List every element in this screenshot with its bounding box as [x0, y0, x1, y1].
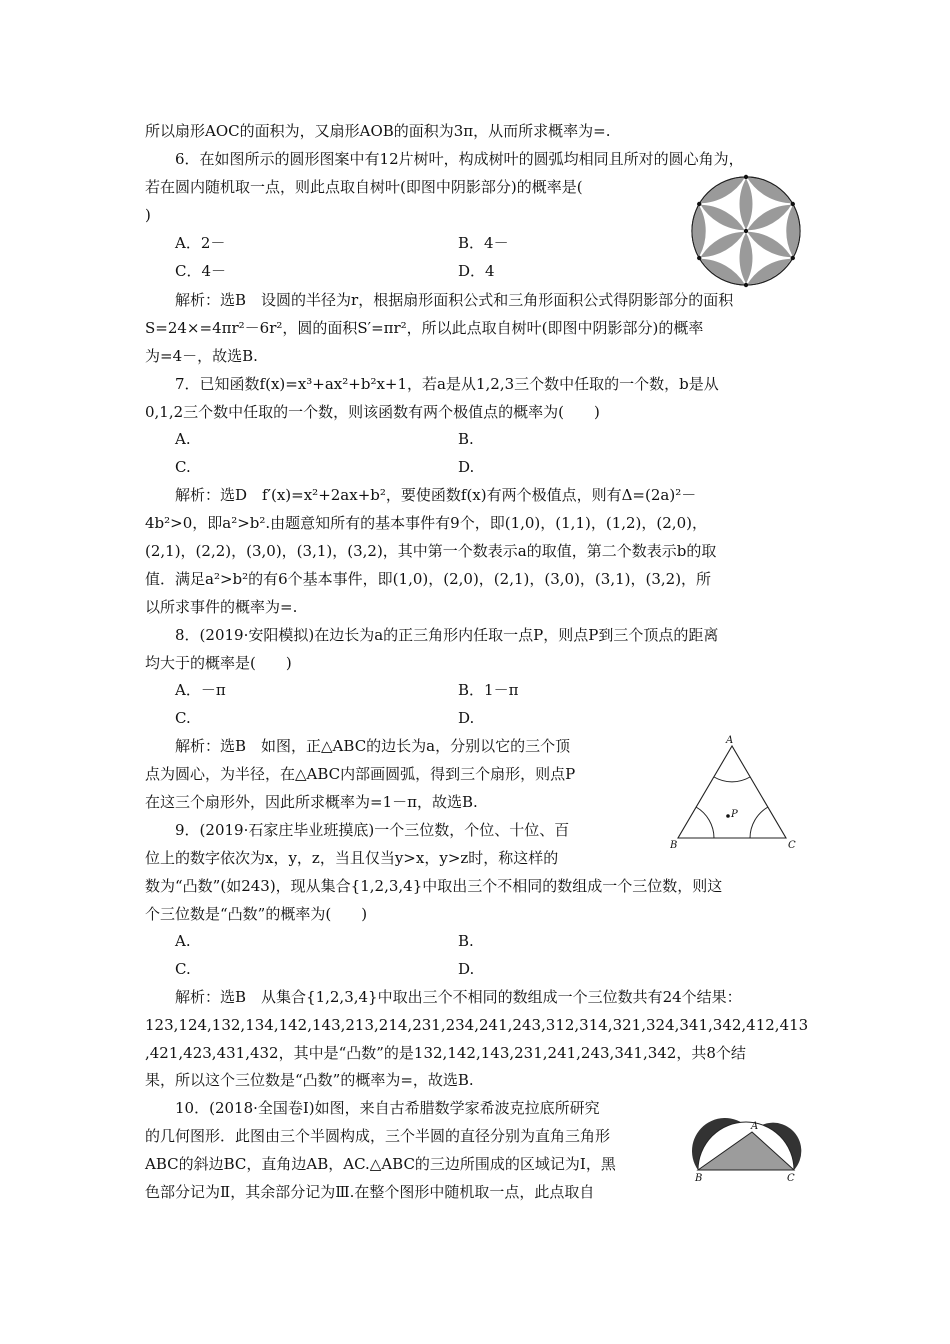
option-d: D.: [458, 709, 475, 727]
option-a: A.: [175, 932, 191, 950]
option-a: A．－π: [175, 681, 226, 699]
label-a: A: [751, 1121, 759, 1132]
text-line: 为=4－，故选B.: [145, 347, 258, 365]
option-c: C.: [175, 458, 191, 476]
label-b: B: [695, 1173, 703, 1182]
option-d: D．4: [458, 262, 495, 280]
text-line: 值．满足a²>b²的有6个基本事件，即(1,0)，(2,0)，(2,1)，(3,0)，(3,1)，(3,2)，所: [145, 570, 712, 588]
option-d: D.: [458, 458, 475, 476]
text-line: ABC的斜边BC，直角边AB，AC.△ABC的三边所围成的区域记为Ⅰ，黑: [145, 1155, 616, 1173]
text-line: 0,1,2三个数中任取的一个数，则该函数有两个极值点的概率为( ): [145, 403, 600, 421]
question-7-stem: 7．已知函数f(x)=x³+ax²+b²x+1，若a是从1,2,3三个数中任取的一个数，b是从: [175, 375, 719, 393]
option-d: D.: [458, 960, 475, 978]
text-line: ,421,423,431,432，其中是“凸数”的是132,142,143,231,241,243,341,342，共8个结: [145, 1044, 746, 1062]
option-b: B.: [458, 430, 474, 448]
label-p: P: [731, 809, 738, 820]
option-b: B.: [458, 932, 474, 950]
text-line: 在这三个扇形外，因此所求概率为=1－π，故选B.: [145, 793, 478, 811]
option-c: C.: [175, 960, 191, 978]
solution-9: 解析：选B 从集合{1,2,3,4}中取出三个不相同的数组成一个三位数共有24个结果：: [175, 988, 742, 1006]
triangle-arcs-figure: [670, 732, 800, 854]
text-line: 色部分记为Ⅱ，其余部分记为Ⅲ.在整个图形中随机取一点，此点取自: [145, 1183, 595, 1201]
option-c: C.: [175, 709, 191, 727]
option-c: C．4－: [175, 262, 227, 280]
leaf-circle-figure: [688, 173, 804, 289]
text-line: 4b²>0，即a²>b².由题意知所有的基本事件有9个，即(1,0)，(1,1)，(1,2)，(2,0)，: [145, 514, 707, 532]
label-c: C: [787, 1173, 795, 1182]
hippocrates-lunes-figure: [688, 1100, 812, 1182]
vertex-dot: [744, 229, 748, 233]
question-9-stem: 9．(2019·石家庄毕业班摸底)一个三位数，个位、十位、百: [175, 821, 570, 839]
text-line: 123,124,132,134,142,143,213,214,231,234,241,243,312,314,321,324,341,342,412,413: [145, 1016, 809, 1034]
text-line: 果，所以这个三位数是“凸数”的概率为=，故选B.: [145, 1071, 474, 1089]
text-line: 所以扇形AOC的面积为，又扇形AOB的面积为3π，从而所求概率为=.: [145, 122, 611, 140]
vertex-dot: [697, 202, 701, 206]
solution-7: 解析：选D f′(x)=x²+2ax+b²，要使函数f(x)有两个极值点，则有Δ=(2a)²－: [175, 486, 697, 504]
question-10-stem: 10．(2018·全国卷Ⅰ)如图，来自古希腊数学家希波克拉底所研究: [175, 1099, 600, 1117]
option-b: B．1－π: [458, 681, 519, 699]
option-a: A．2－: [175, 234, 226, 252]
vertex-dot: [791, 202, 795, 206]
vertex-dot: [697, 256, 701, 260]
vertex-dot: [744, 175, 748, 179]
text-line: ): [145, 206, 151, 224]
text-line: S=24×=4πr²－6r²，圆的面积S′=πr²，所以此点取自树叶(即图中阴影部分)的概率: [145, 319, 704, 337]
option-a: A.: [175, 430, 191, 448]
solution-8: 解析：选B 如图，正△ABC的边长为a，分别以它的三个顶: [175, 737, 571, 755]
label-a: A: [726, 735, 734, 746]
text-line: 位上的数字依次为x，y，z，当且仅当y>x，y>z时，称这样的: [145, 849, 559, 867]
vertex-dot: [791, 256, 795, 260]
solution-6: 解析：选B 设圆的半径为r，根据扇形面积公式和三角形面积公式得阴影部分的面积: [175, 291, 734, 309]
option-b: B．4－: [458, 234, 509, 252]
label-b: B: [670, 840, 678, 851]
question-8-stem: 8．(2019·安阳模拟)在边长为a的正三角形内任取一点P，则点P到三个顶点的距离: [175, 626, 719, 644]
text-line: 以所求事件的概率为=.: [145, 598, 298, 616]
question-6-stem: 6．在如图所示的圆形图案中有12片树叶，构成树叶的圆弧均相同且所对的圆心角为，: [175, 150, 744, 168]
text-line: 的几何图形．此图由三个半圆构成，三个半圆的直径分别为直角三角形: [145, 1127, 611, 1145]
vertex-dot: [744, 283, 748, 287]
text-line: 个三位数是“凸数”的概率为( ): [145, 905, 368, 923]
text-line: (2,1)，(2,2)，(3,0)，(3,1)，(3,2)，其中第一个数表示a的取值，第二个数表示b的取: [145, 542, 717, 560]
text-line: 均大于的概率是( ): [145, 654, 292, 672]
text-line: 若在圆内随机取一点，则此点取自树叶(即图中阴影部分)的概率是(: [145, 178, 583, 196]
text-line: 点为圆心，为半径，在△ABC内部画圆弧，得到三个扇形，则点P: [145, 765, 576, 783]
text-line: 数为“凸数”(如243)，现从集合{1,2,3,4}中取出三个不相同的数组成一个三位数，则这: [145, 877, 723, 895]
label-c: C: [788, 840, 796, 851]
